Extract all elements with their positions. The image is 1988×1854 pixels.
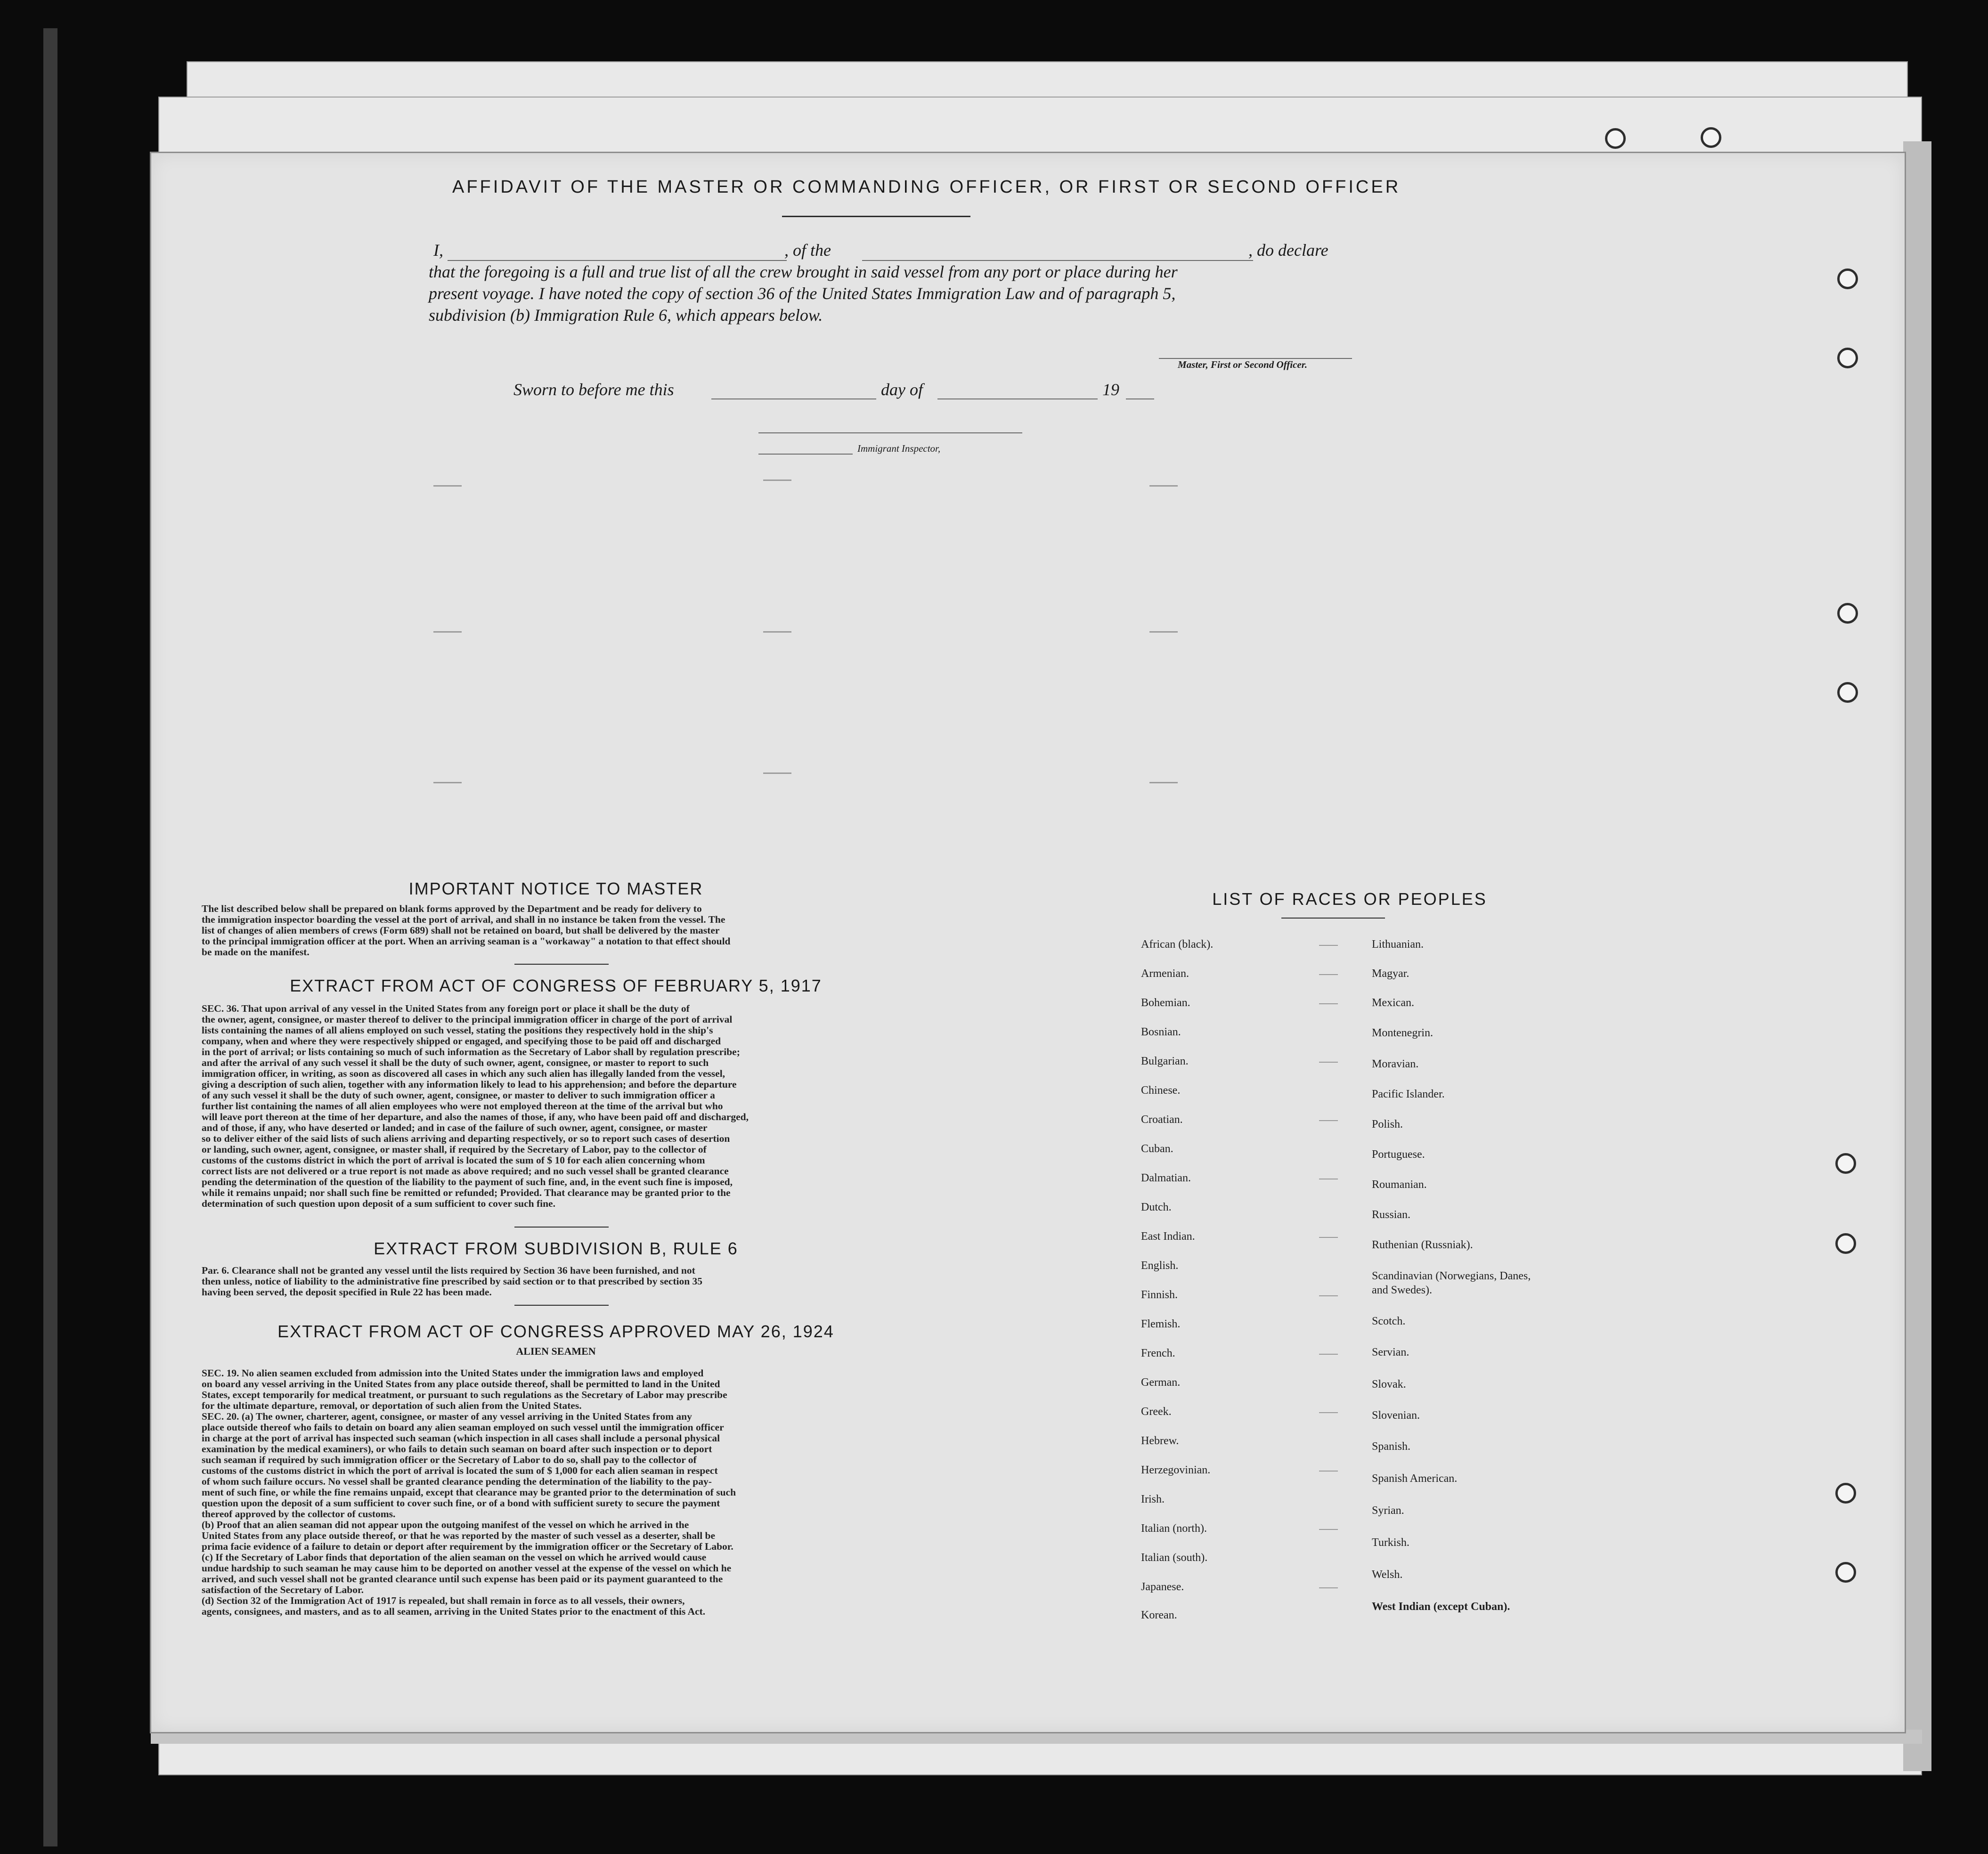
leader-dash	[1319, 1412, 1338, 1413]
extract-1924-text: SEC. 19. No alien seamen excluded from admission into the United States under the immigration laws and employed on board any vessel arriving in the United States from any place outside thereof, shall be permitted to land in the United States, except temporarily for medical treatment, or pursuant to such regulations as the Secretary of Labor may prescribe for the ultimate departure, removal, or deportation of such alien from the United States. SEC. 20. (a) The owner, charterer, agent, consignee, or master of any vessel arriving in the United States from any place outside thereof who fails to detain on board any alien seaman employed on such vessel until the immigration officer in charge at the port of arrival has inspected such seaman (which inspection in all cases shall include a personal physical examination by the medical examiners), or who fails to detain such seaman on board after such inspection or to deport such seaman if required by such immigration officer or the Secretary of Labor to do so, shall pay to the collector of customs of the customs district in which the port of arrival is located the sum of $ 1,000 for each alien seaman in respect of whom such failure occurs. No vessel shall be granted clearance pending the determination of the liability to the pay- ment of such fine, or while the fine remains unpaid, except that clearance may be granted prior to the determination of such question upon the deposit of a sum sufficient to cover such fine, or of a bond with sufficient surety to secure the payment thereof approved by the collector of customs. (b) Proof that an alien seaman did not appear upon the outgoing manifest of the vessel on which he arrived in the United States from any place outside thereof, or that he was reported by the master of such vessel as a deserter, shall be prima facie evidence of a failure to detain or deport after requirement by the immigration officer or the Secretary of Labor. (c) If the Secretary of Labor finds that deportation of the alien seaman on the vessel on which he arrived would cause undue hardship to such seaman he may cause him to be deported on another vessel at the expense of the vessel on which he arrived, and such vessel shall not be granted clearance until such expense has been paid or its payment guaranteed to the satisfaction of the Secretary of Labor. (d) Section 32 of the Immigration Act of 1917 is repealed, but shall remain in force as to all vessels, their owners, agents, consignees, and masters, and as to all seamen, arriving in the United States prior to the enactment of this Act.	[202, 1367, 736, 1617]
race-item: Moravian.	[1372, 1058, 1419, 1070]
race-item: Bohemian.	[1141, 997, 1190, 1009]
notice-rule	[514, 964, 609, 965]
race-item: Chinese.	[1141, 1084, 1181, 1097]
binder-hole	[1837, 682, 1858, 703]
sworn-prefix: Sworn to before me this	[513, 380, 674, 399]
signature-caption: Master, First or Second Officer.	[1178, 359, 1307, 370]
declaration-line-2: that the foregoing is a full and true list of all the crew brought in said vessel from any port or place during her	[429, 262, 1178, 281]
film-edge	[43, 28, 57, 1846]
sworn-year: 19	[1102, 380, 1119, 399]
races-title: LIST OF RACES OR PEOPLES	[1212, 889, 1487, 909]
declaration-line-4: subdivision (b) Immigration Rule 6, which appears below.	[429, 306, 823, 325]
binder-hole	[1835, 1562, 1856, 1583]
race-item: Russian.	[1372, 1209, 1411, 1221]
extract-rule6-rule	[514, 1305, 609, 1306]
faint-dash	[763, 631, 791, 633]
faint-dash	[1149, 485, 1178, 487]
declaration-line-3: present voyage. I have noted the copy of section 36 of the United States Immigration Law and of paragraph 5,	[429, 284, 1176, 303]
race-item: English.	[1141, 1260, 1179, 1272]
sworn-day-blank	[711, 398, 876, 399]
vessel-blank	[862, 260, 1253, 261]
binder-hole	[1837, 603, 1858, 624]
faint-dash	[433, 782, 462, 783]
race-item: Cuban.	[1141, 1143, 1173, 1155]
race-item: Bosnian.	[1141, 1026, 1181, 1038]
race-item: Flemish.	[1141, 1318, 1181, 1330]
leader-dash	[1319, 1295, 1338, 1296]
extract-1924-title: EXTRACT FROM ACT OF CONGRESS APPROVED MAY 26, 1924	[277, 1322, 834, 1341]
leader-dash	[1319, 945, 1338, 946]
race-item: Slovak.	[1372, 1378, 1406, 1390]
race-item: Finnish.	[1141, 1289, 1178, 1301]
sworn-month-blank	[937, 398, 1098, 399]
extract-rule6-title: EXTRACT FROM SUBDIVISION B, RULE 6	[374, 1239, 738, 1258]
race-item: Roumanian.	[1372, 1179, 1427, 1191]
race-item: Croatian.	[1141, 1114, 1183, 1126]
race-item: West Indian (except Cuban).	[1372, 1601, 1510, 1613]
binder-hole	[1701, 127, 1721, 148]
notice-text: The list described below shall be prepared on blank forms approved by the Department and be ready for delivery to the immigration inspector boarding the vessel at the port of arrival, and shall in no instance be taken from the vessel. The list of changes of alien members of crews (Form 689) shall not be retained on board, but shall be delivered by the master to the principal immigration officer at the port. When an arriving seaman is a "workaway" a notation to that effect should be made on the manifest.	[202, 903, 731, 958]
leader-dash	[1319, 1003, 1338, 1004]
race-item: Japanese.	[1141, 1581, 1184, 1593]
race-item: German.	[1141, 1376, 1181, 1389]
race-item: Spanish American.	[1372, 1472, 1458, 1485]
race-item: Polish.	[1372, 1118, 1403, 1130]
race-item: East Indian.	[1141, 1230, 1195, 1243]
race-item: Ruthenian (Russniak).	[1372, 1239, 1473, 1251]
race-item: Syrian.	[1372, 1504, 1404, 1517]
faint-dash	[763, 772, 791, 774]
faint-dash	[433, 631, 462, 633]
faint-dash	[433, 485, 462, 487]
race-item: Slovenian.	[1372, 1409, 1420, 1422]
faint-dash	[763, 480, 791, 481]
extract-1917-rule	[514, 1227, 609, 1228]
extract-1917-text: SEC. 36. That upon arrival of any vessel in the United States from any foreign port or place it shall be the duty of the owner, agent, consignee, or master thereof to deliver to the principal immigration officer in charge of the port of arrival lists containing the names of all aliens employed on such vessel, stating the positions they respectively hold in the ship's company, when and where they were respectively shipped or engaged, and specifying those to be paid off and discharged in the port of arrival; or lists containing so much of such information as the Secretary of Labor shall by regulation prescribe; and after the arrival of any such vessel it shall be the duty of such owner, agent, consignee, or master to report to such immigration officer, in writing, as soon as discovered all cases in which any such alien has illegally landed from the vessel, giving a description of such alien, together with any information likely to lead to his apprehension; and before the departure of any such vessel it shall be the duty of such owner, agent, consignee, or master to deliver to such immigration officer a further list containing the names of all alien employees who were not employed thereon at the time of the arrival but who will leave port thereon at the time of her departure, and also the names of those, if any, who have been paid off and discharged, and of those, if any, who have deserted or landed; and in case of the failure of such owner, agent, consignee, or master so to deliver either of the said lists of such aliens arriving and departing respectively, or so to report such cases of desertion or landing, such owner, agent, consignee, or master shall, if required by the Secretary of Labor, pay to the collector of customs of the customs district in which the port of arrival is located the sum of $ 10 for each alien concerning whom correct lists are not delivered or a true report is not made as above required; and no such vessel shall be granted clearance pending the determination of the question of the liability to the payment of such fine, and, in the event such fine is imposed, while it remains unpaid; nor shall such fine be remitted or refunded; Provided. That clearance may be granted prior to the determination of such question upon deposit of a sum sufficient to cover such fine.	[202, 1003, 749, 1209]
race-item: Servian.	[1372, 1346, 1410, 1358]
faint-dash	[1149, 782, 1178, 783]
faint-dash	[1149, 631, 1178, 633]
leader-dash	[1319, 1120, 1338, 1121]
race-item: Korean.	[1141, 1609, 1177, 1621]
race-item: Pacific Islander.	[1372, 1088, 1445, 1100]
declaration-do-declare: , do declare	[1248, 241, 1328, 260]
race-item: Herzegovinian.	[1141, 1464, 1211, 1476]
extract-1917-title: EXTRACT FROM ACT OF CONGRESS OF FEBRUARY 5, 1917	[290, 976, 822, 995]
race-item: Magyar.	[1372, 968, 1410, 980]
race-item: Scandinavian (Norwegians, Danes, and Swedes).	[1372, 1270, 1531, 1296]
extract-1924-subtitle: ALIEN SEAMEN	[516, 1345, 596, 1357]
notice-title: IMPORTANT NOTICE TO MASTER	[408, 879, 703, 898]
binder-hole	[1835, 1153, 1856, 1174]
leader-dash	[1319, 1237, 1338, 1238]
leader-dash	[1319, 1529, 1338, 1530]
race-item: Italian (south).	[1141, 1552, 1208, 1564]
inspector-line-2	[758, 454, 853, 455]
declaration-of-the: , of the	[784, 241, 831, 260]
race-item: Hebrew.	[1141, 1435, 1179, 1447]
binder-hole	[1837, 268, 1858, 289]
leader-dash	[1319, 1062, 1338, 1063]
race-item: Dutch.	[1141, 1201, 1172, 1213]
inspector-caption: Immigrant Inspector,	[857, 443, 941, 454]
binder-hole	[1835, 1233, 1856, 1254]
race-item: Portuguese.	[1372, 1148, 1425, 1161]
race-item: Turkish.	[1372, 1537, 1410, 1549]
race-item: Montenegrin.	[1372, 1027, 1433, 1039]
title-rule	[782, 216, 970, 217]
inspector-line	[758, 432, 1022, 433]
leader-dash	[1319, 1587, 1338, 1588]
race-item: Spanish.	[1372, 1440, 1411, 1453]
race-item: Armenian.	[1141, 968, 1189, 980]
leader-dash	[1319, 974, 1338, 975]
race-item: Irish.	[1141, 1493, 1165, 1505]
race-item: Lithuanian.	[1372, 938, 1424, 951]
race-item: Italian (north).	[1141, 1522, 1207, 1535]
sworn-year-blank	[1126, 398, 1154, 399]
race-item: Scotch.	[1372, 1315, 1406, 1327]
race-item: Mexican.	[1372, 997, 1414, 1009]
leader-dash	[1319, 1354, 1338, 1355]
sheet-edge-right	[1903, 141, 1931, 1771]
races-rule	[1281, 918, 1385, 919]
binder-hole	[1605, 128, 1626, 149]
race-item: African (black).	[1141, 938, 1214, 951]
race-item: Bulgarian.	[1141, 1055, 1189, 1067]
extract-rule6-text: Par. 6. Clearance shall not be granted any vessel until the lists required by Section 36 have been furnished, and not then unless, notice of liability to the administrative fine prescribed by said section or to that prescribed by section 35 having been served, the deposit specified in Rule 22 has been made.	[202, 1265, 703, 1298]
sworn-day-of: day of	[881, 380, 923, 399]
leader-dash	[1319, 1471, 1338, 1472]
race-item: French.	[1141, 1347, 1175, 1359]
binder-hole	[1837, 348, 1858, 368]
declaration-i: I,	[433, 241, 443, 260]
affidavit-title: AFFIDAVIT OF THE MASTER OR COMMANDING OFFICER, OR FIRST OR SECOND OFFICER	[452, 177, 1401, 197]
race-item: Greek.	[1141, 1406, 1172, 1418]
name-blank	[448, 260, 787, 261]
binder-hole	[1835, 1483, 1856, 1504]
race-item: Welsh.	[1372, 1569, 1403, 1581]
race-item: Dalmatian.	[1141, 1172, 1191, 1184]
